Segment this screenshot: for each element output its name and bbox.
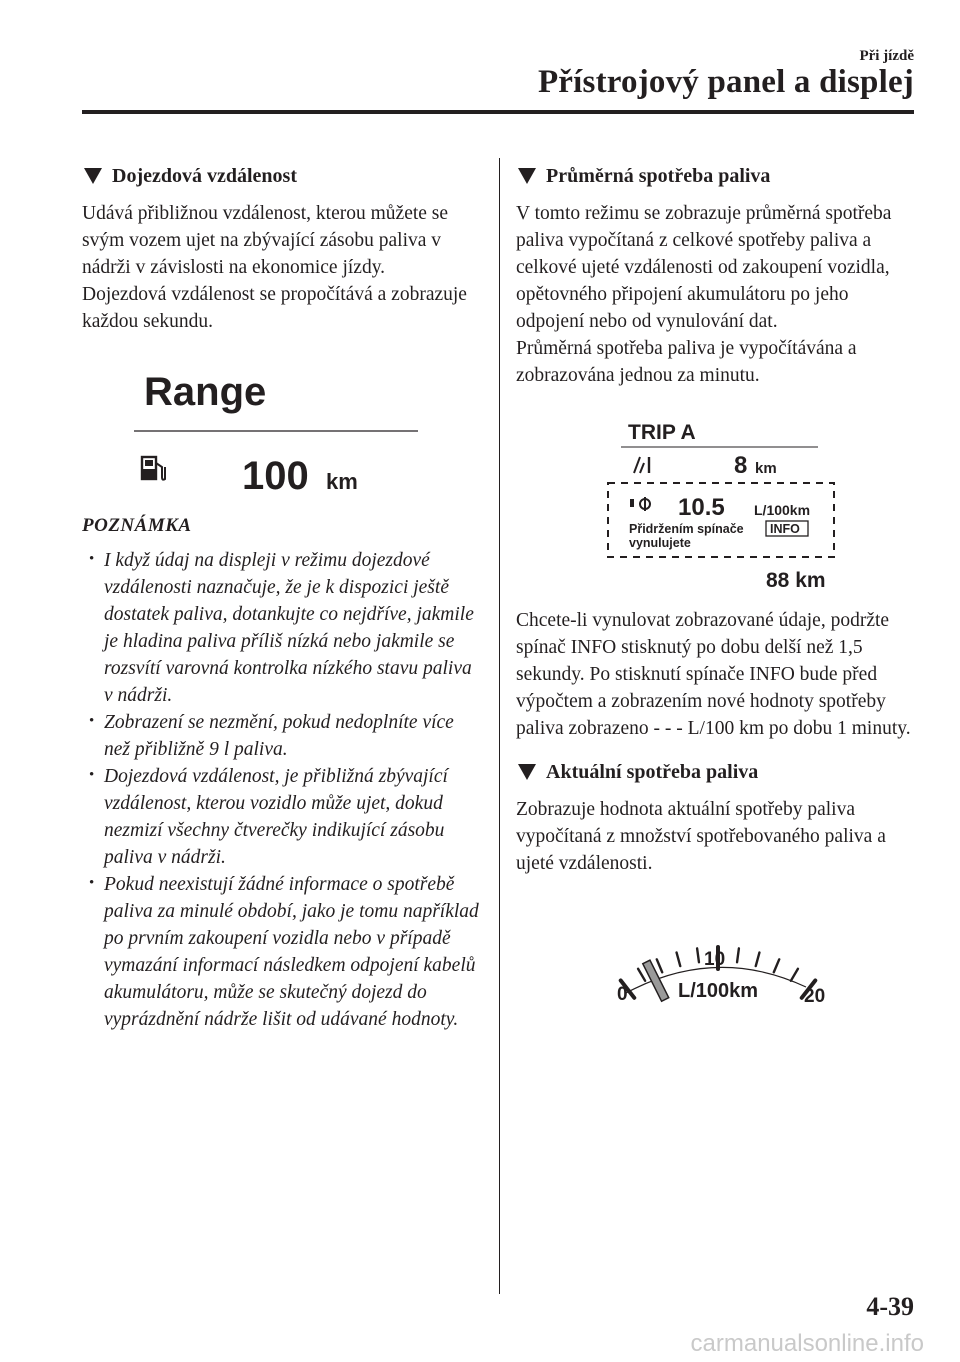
heading-text: Dojezdová vzdálenost [112,164,297,187]
paragraph: Dojezdová vzdálenost se propočítává a zobrazuje každou sekundu. [82,284,467,332]
trip-display [516,419,921,589]
gauge-tick [638,969,645,981]
trip-title: TRIP A [628,421,696,444]
heading-range [82,158,482,194]
range-unit: km [326,469,358,494]
triangle-bullet-icon [84,168,102,184]
gauge-tick [697,948,699,962]
road-icon [634,457,649,473]
list-item: • Dojezdová vzdálenost, je přibližná zbývající vzdálenost, kterou vozidlo může ujet, dokud nezmizí všechny čtverečky indikující zásobu paliva v nádrži. [82,763,482,871]
gauge-label-max: 20 [804,986,826,1005]
list-item: • Zobrazení se nezmění, pokud nedoplníte více než přibližně 9 l paliva. [82,709,482,763]
trip-figure [516,419,921,589]
trip-avg-unit: L/100km [754,502,811,518]
gauge-unit: L/100km [678,980,759,1002]
gauge-tick [657,959,662,972]
range-title: Range [144,370,267,414]
gauge-tick [677,953,681,967]
trip-range: 88 km [766,569,826,589]
header-rule [82,110,914,114]
range-figure [82,347,482,507]
reset-hint-line1: Přidržením spínače [629,522,744,536]
heading-text: Průměrná spotřeba paliva [546,164,771,187]
reset-hint-line2: vynulujete [629,536,691,550]
range-display [82,347,482,507]
watermark: carmanualsonline.info [690,1330,924,1357]
gauge-tick [791,969,798,981]
note-title: POZNÁMKA [82,515,192,536]
paragraph: Chcete-li vynulovat zobrazované údaje, podržte spínač INFO stisknutý po dobu delší než 1,5 sekundy. Po stisknutí spínače INFO bude před výpočtem a zobrazením nové hodnoty spotřeby paliva zobrazeno - - - L/100 km po dobu 1 minuty. [516,610,911,739]
page-number: 4-39 [866,1292,914,1321]
trip-distance-value: 8 [734,452,748,479]
heading-current [516,754,921,790]
info-key-label: INFO [770,522,800,536]
paragraph: V tomto režimu se zobrazuje průměrná spotřeba paliva vypočítaná z celkové spotřeby paliva a celkové ujeté vzdálenosti od zakoupení vozidla, opětovného připojení akumulátoru po jeho odpojení nebo od vynulování dat. [516,203,892,332]
range-value: 100 [242,454,309,498]
column-divider [499,158,500,1294]
gauge-tick [737,948,739,962]
heading-text: Aktuální spotřeba paliva [546,760,759,783]
triangle-bullet-icon [518,764,536,780]
page-title: Přístrojový panel a displej [537,64,914,100]
left-column [82,158,482,1033]
heading-average [516,158,921,194]
consumption-gauge [516,905,921,1005]
right-column [516,158,921,1005]
triangle-bullet-icon [518,168,536,184]
gauge-needle [643,960,669,1001]
trip-avg-value: 10.5 [678,494,725,521]
paragraph: Průměrná spotřeba paliva je vypočítávána a zobrazována jednou za minutu. [516,338,857,386]
fuel-consumption-icon [630,497,650,511]
section-label: Při jízdě [859,48,914,64]
gauge-tick [756,953,760,967]
list-item: • Pokud neexistují žádné informace o spotřebě paliva za minulé období, jako je tomu například po prvním zakoupení vozidla nebo v případě vymazání informací následkem odpojení kabelů akumulátoru, může se skutečný dojezd do vyprázdnění nádrže lišit od udávané hodnoty. [82,871,482,1033]
paragraph: Udává přibližnou vzdálenost, kterou můžete se svým vozem ujet na zbývající zásobu paliva v nádrži v závislosti na ekonomice jízdy. [82,203,449,278]
gauge-label-mid: 10 [704,949,726,970]
gauge-tick [774,959,779,972]
fuel-pump-icon [142,457,165,480]
list-item: • I když údaj na displeji v režimu dojezdové vzdálenosti naznačuje, že je k dispozici ještě dostatek paliva, dotankujte co nejdříve, jakmile je hladina paliva příliš nízká nebo jakmile se rozsvítí varovná kontrolka nízkého stavu paliva v nádrži. [82,547,482,709]
paragraph: Zobrazuje hodnota aktuální spotřeby paliva vypočítaná z množství spotřebovaného paliva a ujeté vzdálenosti. [516,799,886,874]
note-list [82,547,482,1033]
gauge-figure [516,905,921,1005]
gauge-label-min: 0 [617,984,628,1005]
trip-distance-unit: km [755,460,777,477]
